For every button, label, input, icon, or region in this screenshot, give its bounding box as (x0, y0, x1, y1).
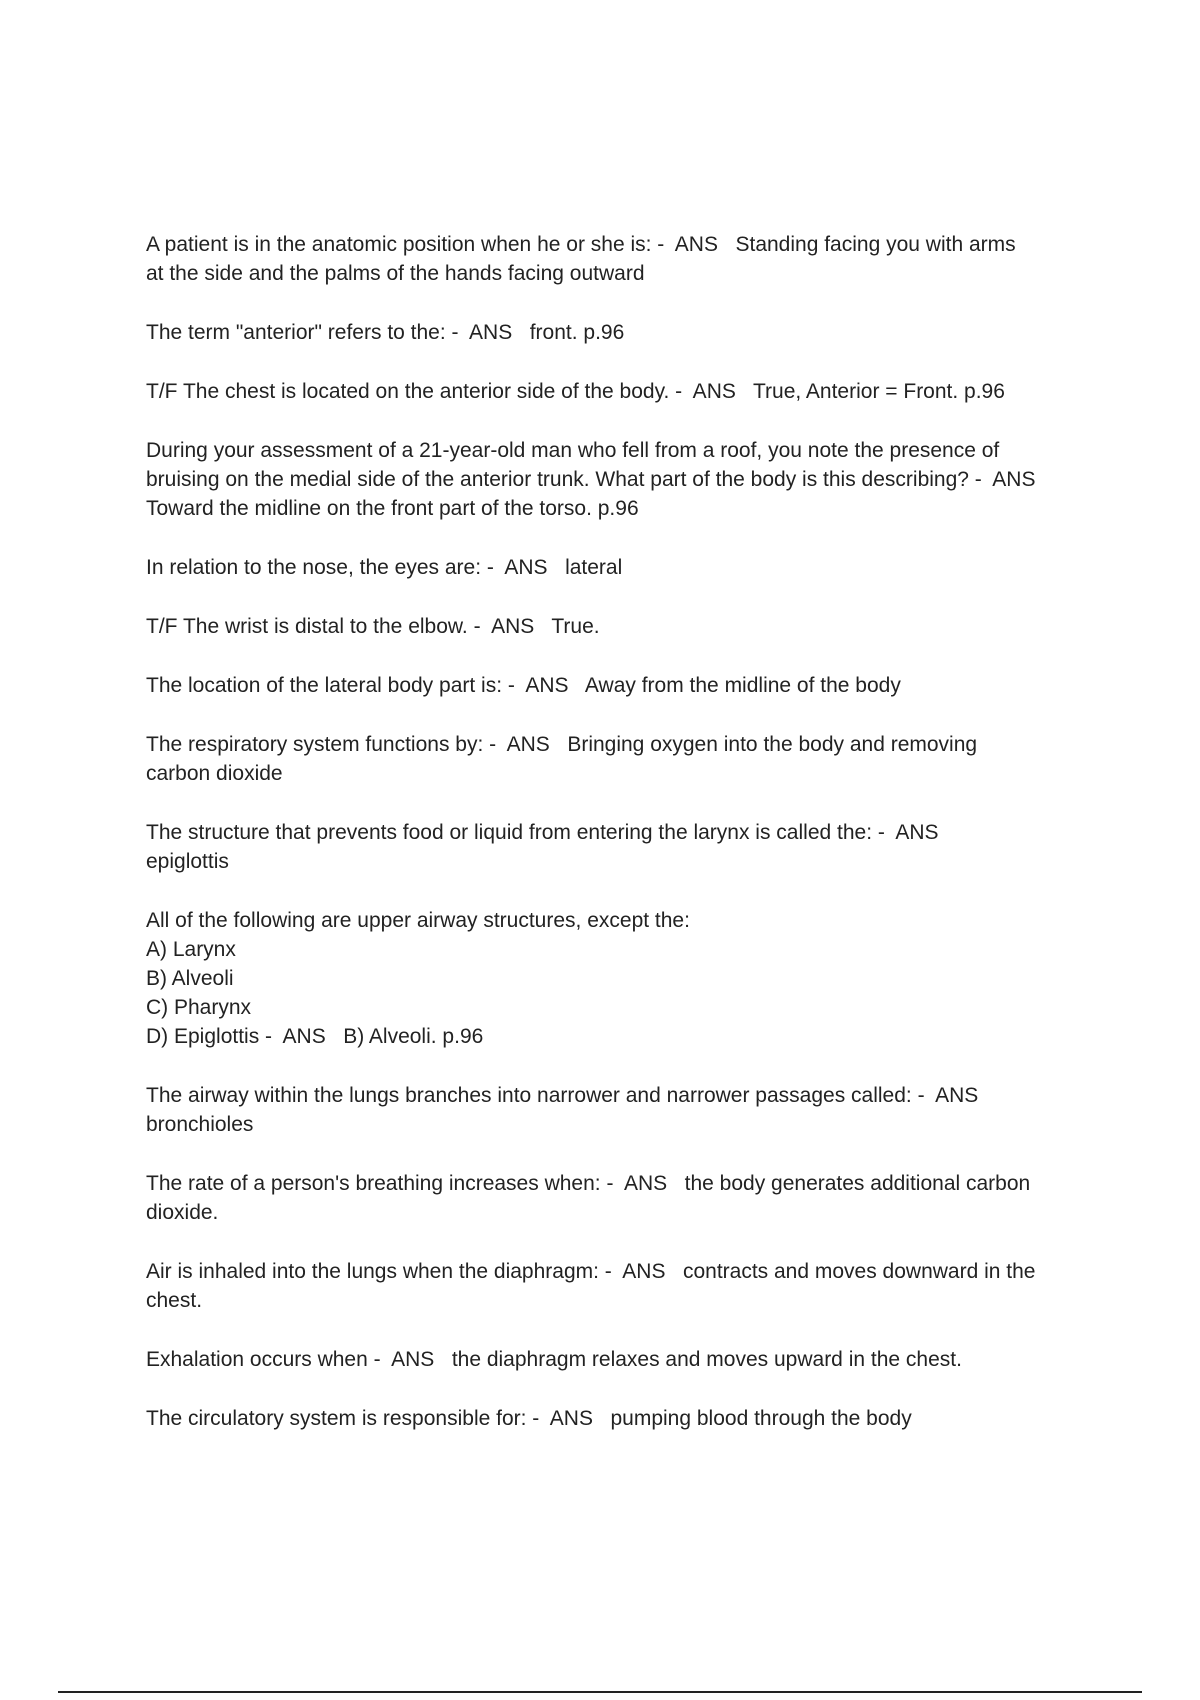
qa-text-line: In relation to the nose, the eyes are: - ANS lateral (146, 556, 623, 579)
qa-item (146, 612, 1086, 641)
qa-text-line: chest. (146, 1289, 203, 1312)
qa-text-line: Exhalation occurs when - ANS the diaphragm relaxes and moves upward in the chest. (146, 1348, 962, 1371)
qa-text-line: T/F The chest is located on the anterior side of the body. - ANS True, Anterior = Front. p.96 (146, 380, 1005, 403)
qa-item (146, 1169, 1086, 1227)
qa-text-line: bronchioles (146, 1113, 254, 1136)
qa-text-line: dioxide. (146, 1201, 219, 1224)
qa-item (146, 377, 1086, 406)
qa-text-line: A) Larynx (146, 938, 236, 961)
qa-item (146, 436, 1086, 523)
qa-item (146, 230, 1086, 288)
qa-text-line: The location of the lateral body part is: - ANS Away from the midline of the body (146, 674, 901, 697)
qa-text-line: The term "anterior" refers to the: - ANS front. p.96 (146, 321, 625, 344)
qa-item (146, 671, 1086, 700)
qa-text-line: Toward the midline on the front part of the torso. p.96 (146, 497, 639, 520)
qa-item (146, 818, 1086, 876)
qa-text-line: D) Epiglottis - ANS B) Alveoli. p.96 (146, 1025, 484, 1048)
qa-item (146, 318, 1086, 347)
qa-item (146, 906, 1086, 1051)
qa-item (146, 1345, 1086, 1374)
qa-text-line: Air is inhaled into the lungs when the diaphragm: - ANS contracts and moves downward in the (146, 1260, 1036, 1283)
qa-text-line: The respiratory system functions by: - ANS Bringing oxygen into the body and removing (146, 733, 978, 756)
qa-text-line: The rate of a person's breathing increases when: - ANS the body generates additional carbon (146, 1172, 1031, 1195)
qa-text-line: carbon dioxide (146, 762, 283, 785)
qa-list (146, 230, 1086, 1433)
qa-item (146, 1081, 1086, 1139)
qa-text-line: at the side and the palms of the hands facing outward (146, 262, 645, 285)
qa-text-line: All of the following are upper airway structures, except the: (146, 909, 690, 932)
qa-text-line: C) Pharynx (146, 996, 252, 1019)
qa-text-line: The structure that prevents food or liquid from entering the larynx is called the: - ANS (146, 821, 939, 844)
footer-divider (58, 1691, 1142, 1693)
qa-text-line: T/F The wrist is distal to the elbow. - ANS True. (146, 615, 600, 638)
qa-item (146, 730, 1086, 788)
qa-text-line: B) Alveoli (146, 967, 234, 990)
qa-text-line: A patient is in the anatomic position when he or she is: - ANS Standing facing you with arms (146, 233, 1016, 256)
qa-text-line: bruising on the medial side of the anterior trunk. What part of the body is this describing? - ANS (146, 468, 1036, 491)
qa-text-line: The circulatory system is responsible for: - ANS pumping blood through the body (146, 1407, 912, 1430)
qa-text-line: epiglottis (146, 850, 229, 873)
qa-item (146, 1404, 1086, 1433)
qa-text-line: During your assessment of a 21-year-old man who fell from a roof, you note the presence of (146, 439, 1000, 462)
qa-item (146, 553, 1086, 582)
qa-text-line: The airway within the lungs branches into narrower and narrower passages called: - ANS (146, 1084, 979, 1107)
qa-item (146, 1257, 1086, 1315)
